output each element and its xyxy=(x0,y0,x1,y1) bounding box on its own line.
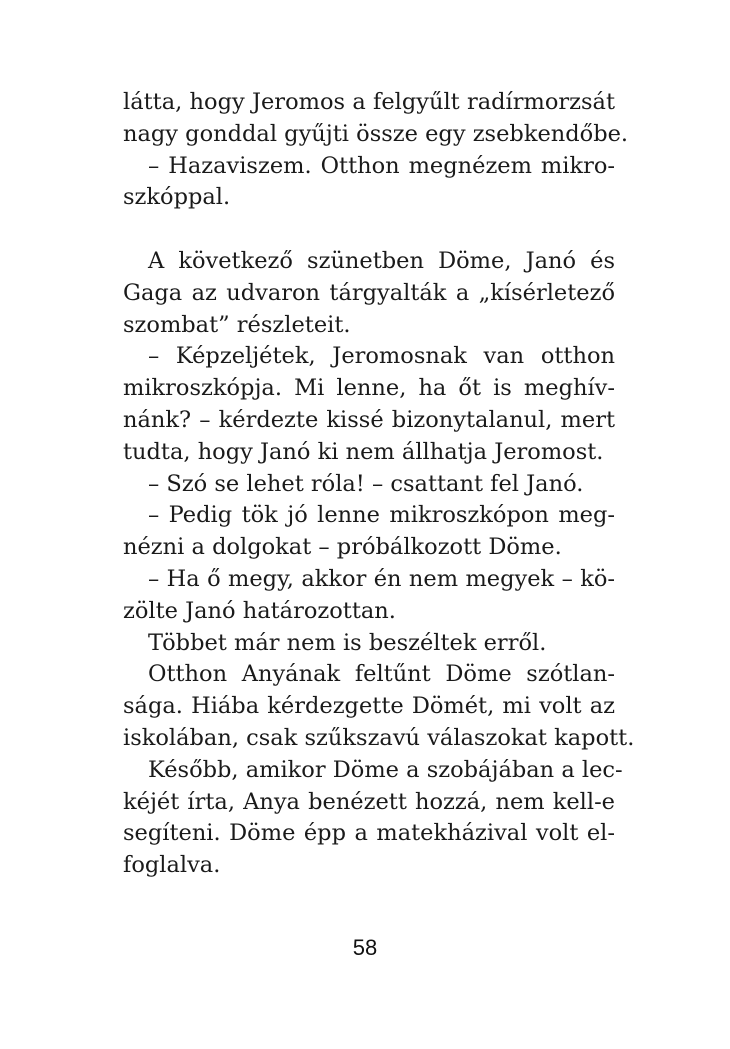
body-text xyxy=(123,87,635,882)
text-line: – Képzeljétek, Jeromosnak van otthon xyxy=(148,343,615,370)
text-line: – Hazaviszem. Otthon megnézem mikro- xyxy=(148,152,615,179)
text-line: A következő szünetben Döme, Janó és xyxy=(148,247,615,274)
text-line: szkóppal. xyxy=(123,184,231,211)
text-line: iskolában, csak szűkszavú válaszokat kapott. xyxy=(123,724,635,751)
text-line: kéjét írta, Anya benézett hozzá, nem kell-e xyxy=(123,788,615,815)
text-line: – Szó se lehet róla! – csattant fel Janó. xyxy=(148,470,584,497)
text-line: nézni a dolgokat – próbálkozott Döme. xyxy=(123,534,562,561)
text-line: zölte Janó határozottan. xyxy=(123,597,396,624)
section-break xyxy=(123,214,615,246)
text-line: Gaga az udvaron tárgyalták a „kísérletező xyxy=(123,279,615,306)
text-line: Otthon Anyának feltűnt Döme szótlan- xyxy=(148,661,615,688)
text-line: tudta, hogy Janó ki nem állhatja Jeromost. xyxy=(123,438,604,465)
text-line: segíteni. Döme épp a matekházival volt el- xyxy=(123,820,615,847)
text-line: Később, amikor Döme a szobájában a lec- xyxy=(148,756,623,783)
text-line: mikroszkópja. Mi lenne, ha őt is meghív- xyxy=(123,375,615,402)
text-line: foglalva. xyxy=(123,852,221,879)
text-line: szombat” részleteit. xyxy=(123,311,351,338)
text-line: Többet már nem is beszéltek erről. xyxy=(148,629,547,656)
text-line: – Ha ő megy, akkor én nem megyek – kö- xyxy=(148,565,615,592)
text-line: nagy gonddal gyűjti össze egy zsebkendőbe. xyxy=(123,120,629,147)
text-line: látta, hogy Jeromos a felgyűlt radírmorzsát xyxy=(123,89,615,115)
page-number: 58 xyxy=(352,935,378,960)
text-line: – Pedig tök jó lenne mikroszkópon meg- xyxy=(148,502,615,529)
text-line: nánk? – kérdezte kissé bizonytalanul, mert xyxy=(123,406,615,433)
text-line: sága. Hiába kérdezgette Dömét, mi volt az xyxy=(123,693,615,720)
